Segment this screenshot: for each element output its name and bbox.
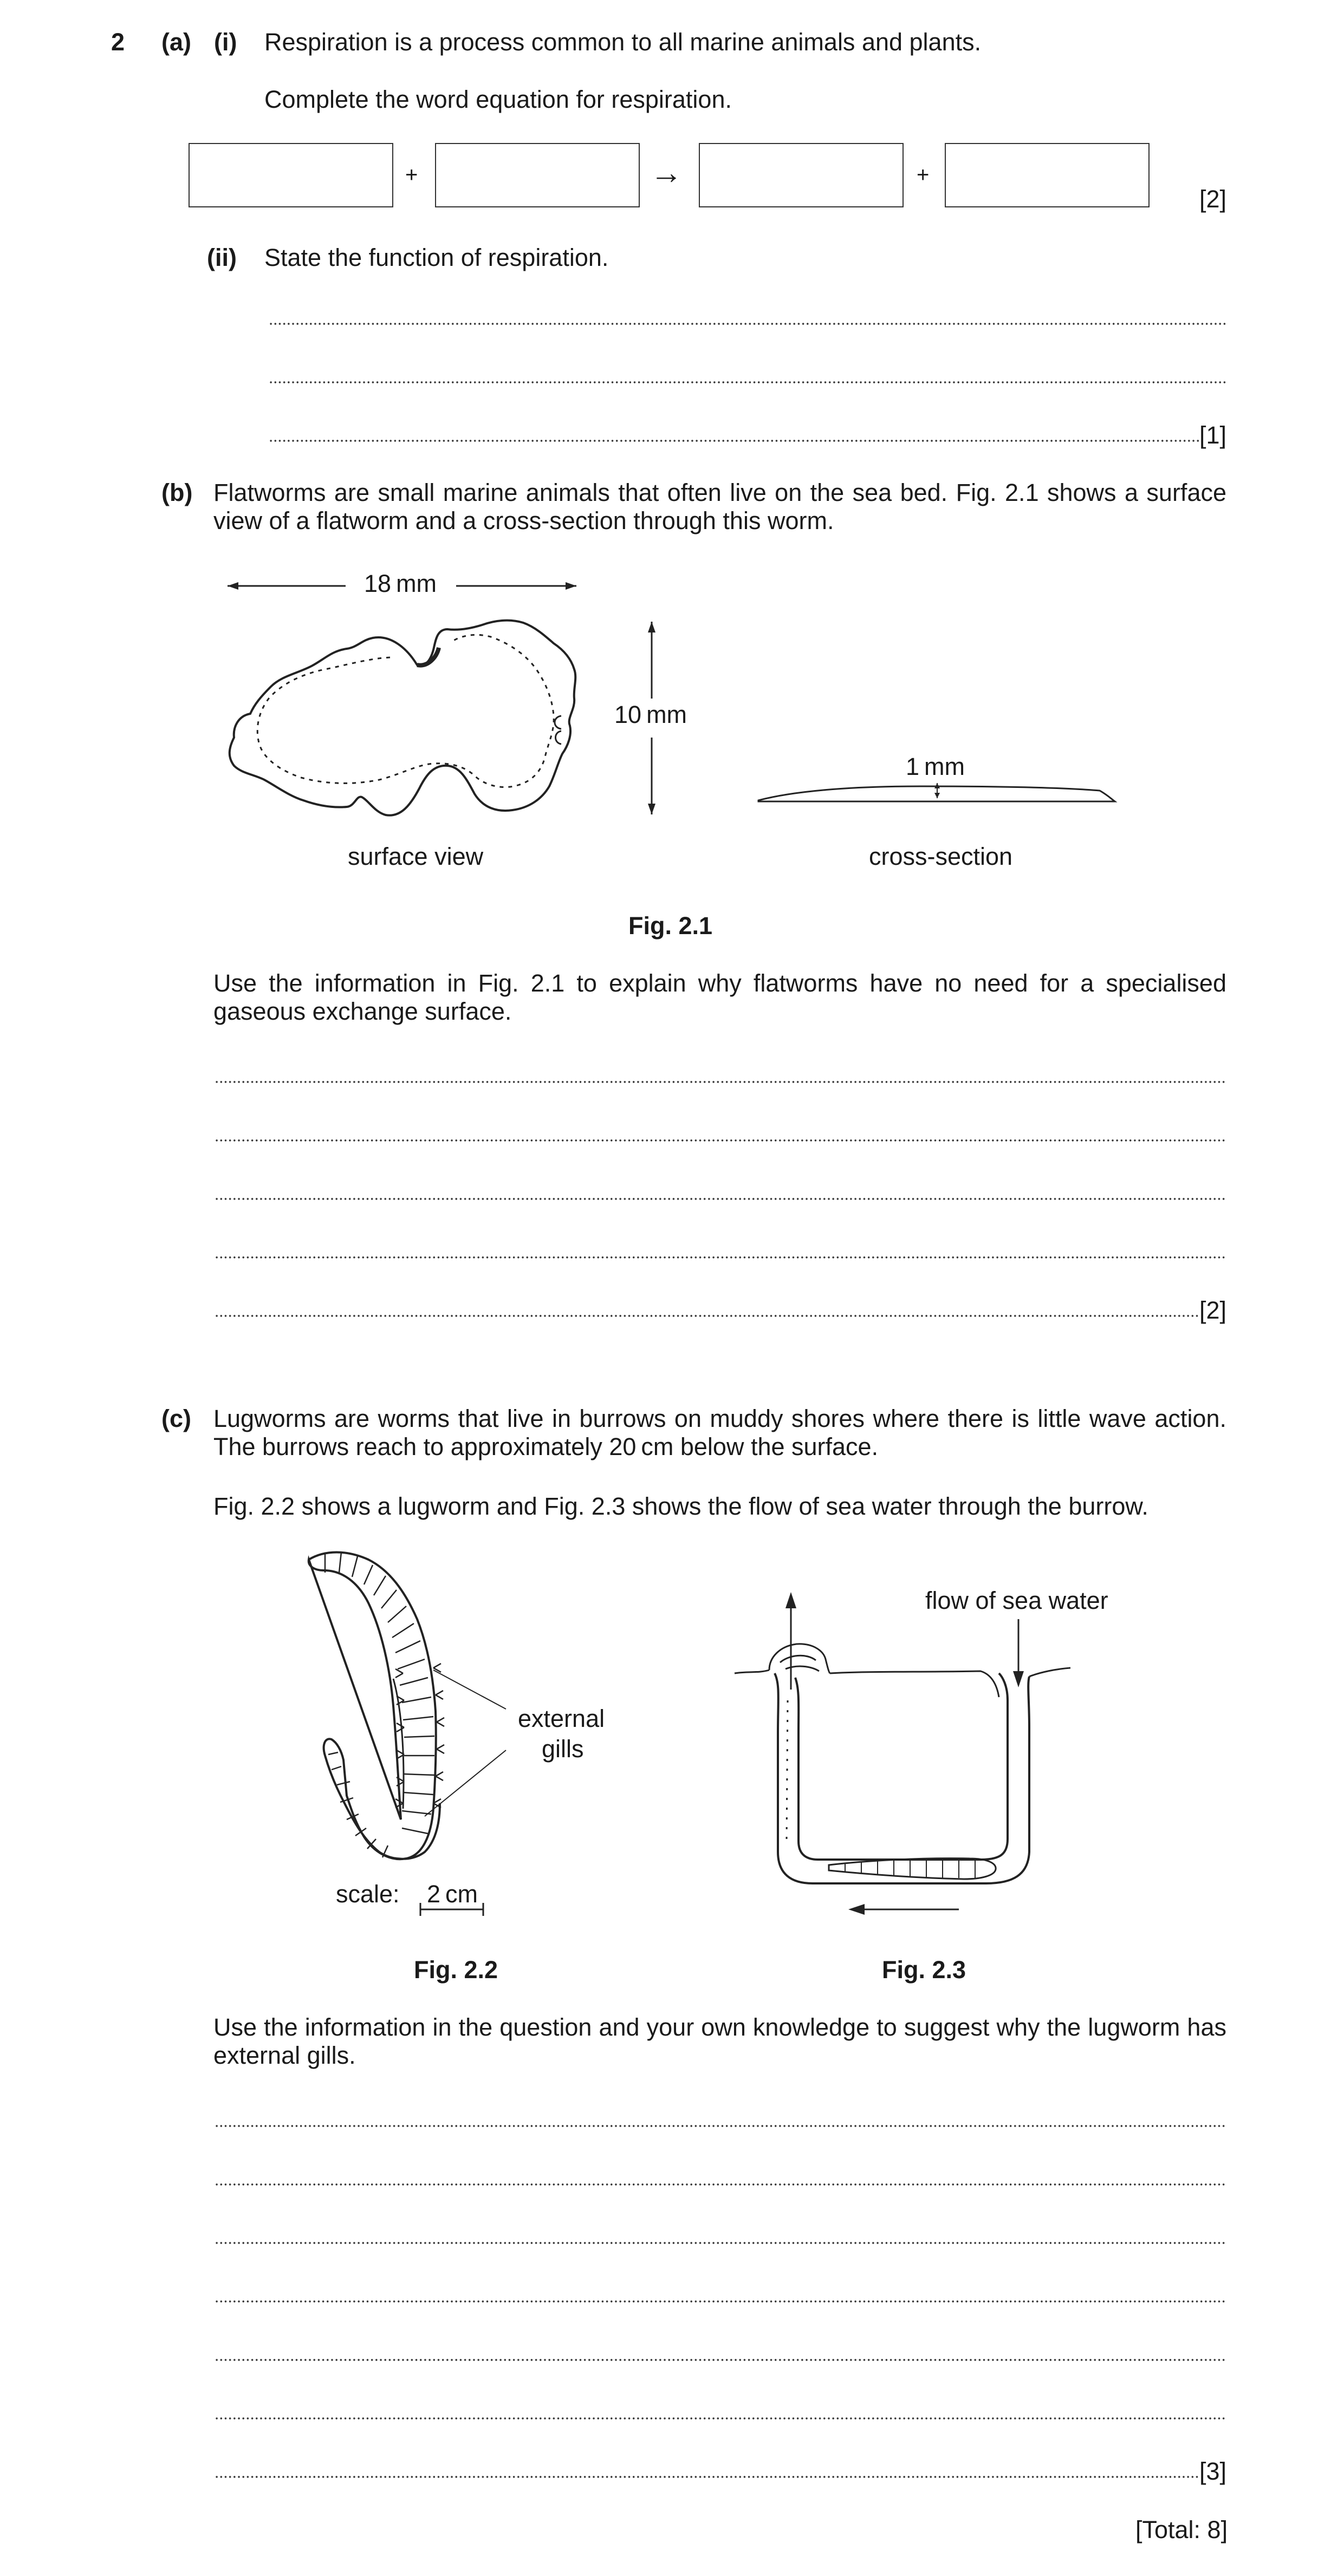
answer-line[interactable]: [215, 2125, 1226, 2127]
answer-line[interactable]: [215, 2417, 1226, 2420]
lugworm-in-burrow: [829, 1858, 996, 1879]
cross-section-caption: cross-section: [869, 843, 1013, 870]
worm-cast: [769, 1644, 830, 1673]
flow-label: flow of sea water: [925, 1587, 1108, 1614]
part-c-intro: Fig. 2.2 shows a lugworm and Fig. 2.3 shows the flow of sea water through the burrow.: [213, 1492, 1148, 1520]
gills-label-1: external: [518, 1705, 605, 1732]
part-a-ii-label: (ii): [207, 244, 237, 271]
part-a-i-instruction: Complete the word equation for respiration.: [264, 86, 732, 113]
part-b-stem: Flatworms are small marine animals that often live on the sea bed. Fig. 2.1 shows a surface view of a flatworm and a cross-section through this worm.: [213, 479, 1226, 534]
part-c-marks: [3]: [1199, 2457, 1227, 2485]
fig-2-3-title: Fig. 2.3: [882, 1956, 966, 1984]
answer-line[interactable]: [215, 2359, 1226, 2361]
equation-plus-1: +: [405, 163, 418, 187]
part-b-marks: [2]: [1199, 1296, 1227, 1324]
equation-arrow: →: [650, 154, 683, 191]
fig-2-2-title: Fig. 2.2: [414, 1956, 498, 1984]
part-a-ii-stem: State the function of respiration.: [264, 244, 609, 271]
part-b-task: Use the information in Fig. 2.1 to explain why flatworms have no need for a specialised gaseous exchange surface.: [213, 969, 1226, 1025]
scale-value: 2 cm: [427, 1880, 478, 1908]
part-b-label: (b): [161, 479, 193, 506]
equation-plus-2: +: [917, 163, 930, 187]
width-label: 10 mm: [614, 701, 687, 728]
part-a-label: (a): [161, 28, 191, 56]
answer-line[interactable]: [215, 2242, 1226, 2244]
answer-line[interactable]: [215, 2476, 1199, 2478]
part-a-i-stem: Respiration is a process common to all marine animals and plants.: [264, 28, 982, 56]
part-c-stem: Lugworms are worms that live in burrows on muddy shores where there is little wave action. The burrows reach to approximately 20 cm below the surface.: [213, 1405, 1226, 1460]
scale-label: scale:: [336, 1880, 400, 1908]
fig-2-1-title: Fig. 2.1: [628, 912, 713, 940]
part-a-i-label: (i): [214, 28, 237, 56]
gills-label-2: gills: [542, 1735, 584, 1763]
surface-view-caption: surface view: [348, 843, 484, 870]
part-a-i-marks: [2]: [1199, 185, 1227, 213]
part-c-label: (c): [161, 1405, 191, 1432]
length-label: 18 mm: [364, 570, 437, 597]
answer-line[interactable]: [215, 2183, 1226, 2186]
part-a-ii-marks: [1]: [1199, 421, 1227, 449]
thickness-label: 1 mm: [906, 753, 965, 780]
answer-line[interactable]: [215, 2300, 1226, 2303]
question-number: 2: [111, 28, 125, 56]
lugworm-segments: [325, 1552, 434, 1857]
burrow-wall: [775, 1673, 1029, 1883]
total-marks: [Total: 8]: [1135, 2516, 1228, 2544]
part-c-task: Use the information in the question and your own knowledge to suggest why the lugworm has external gills.: [213, 2013, 1226, 2069]
